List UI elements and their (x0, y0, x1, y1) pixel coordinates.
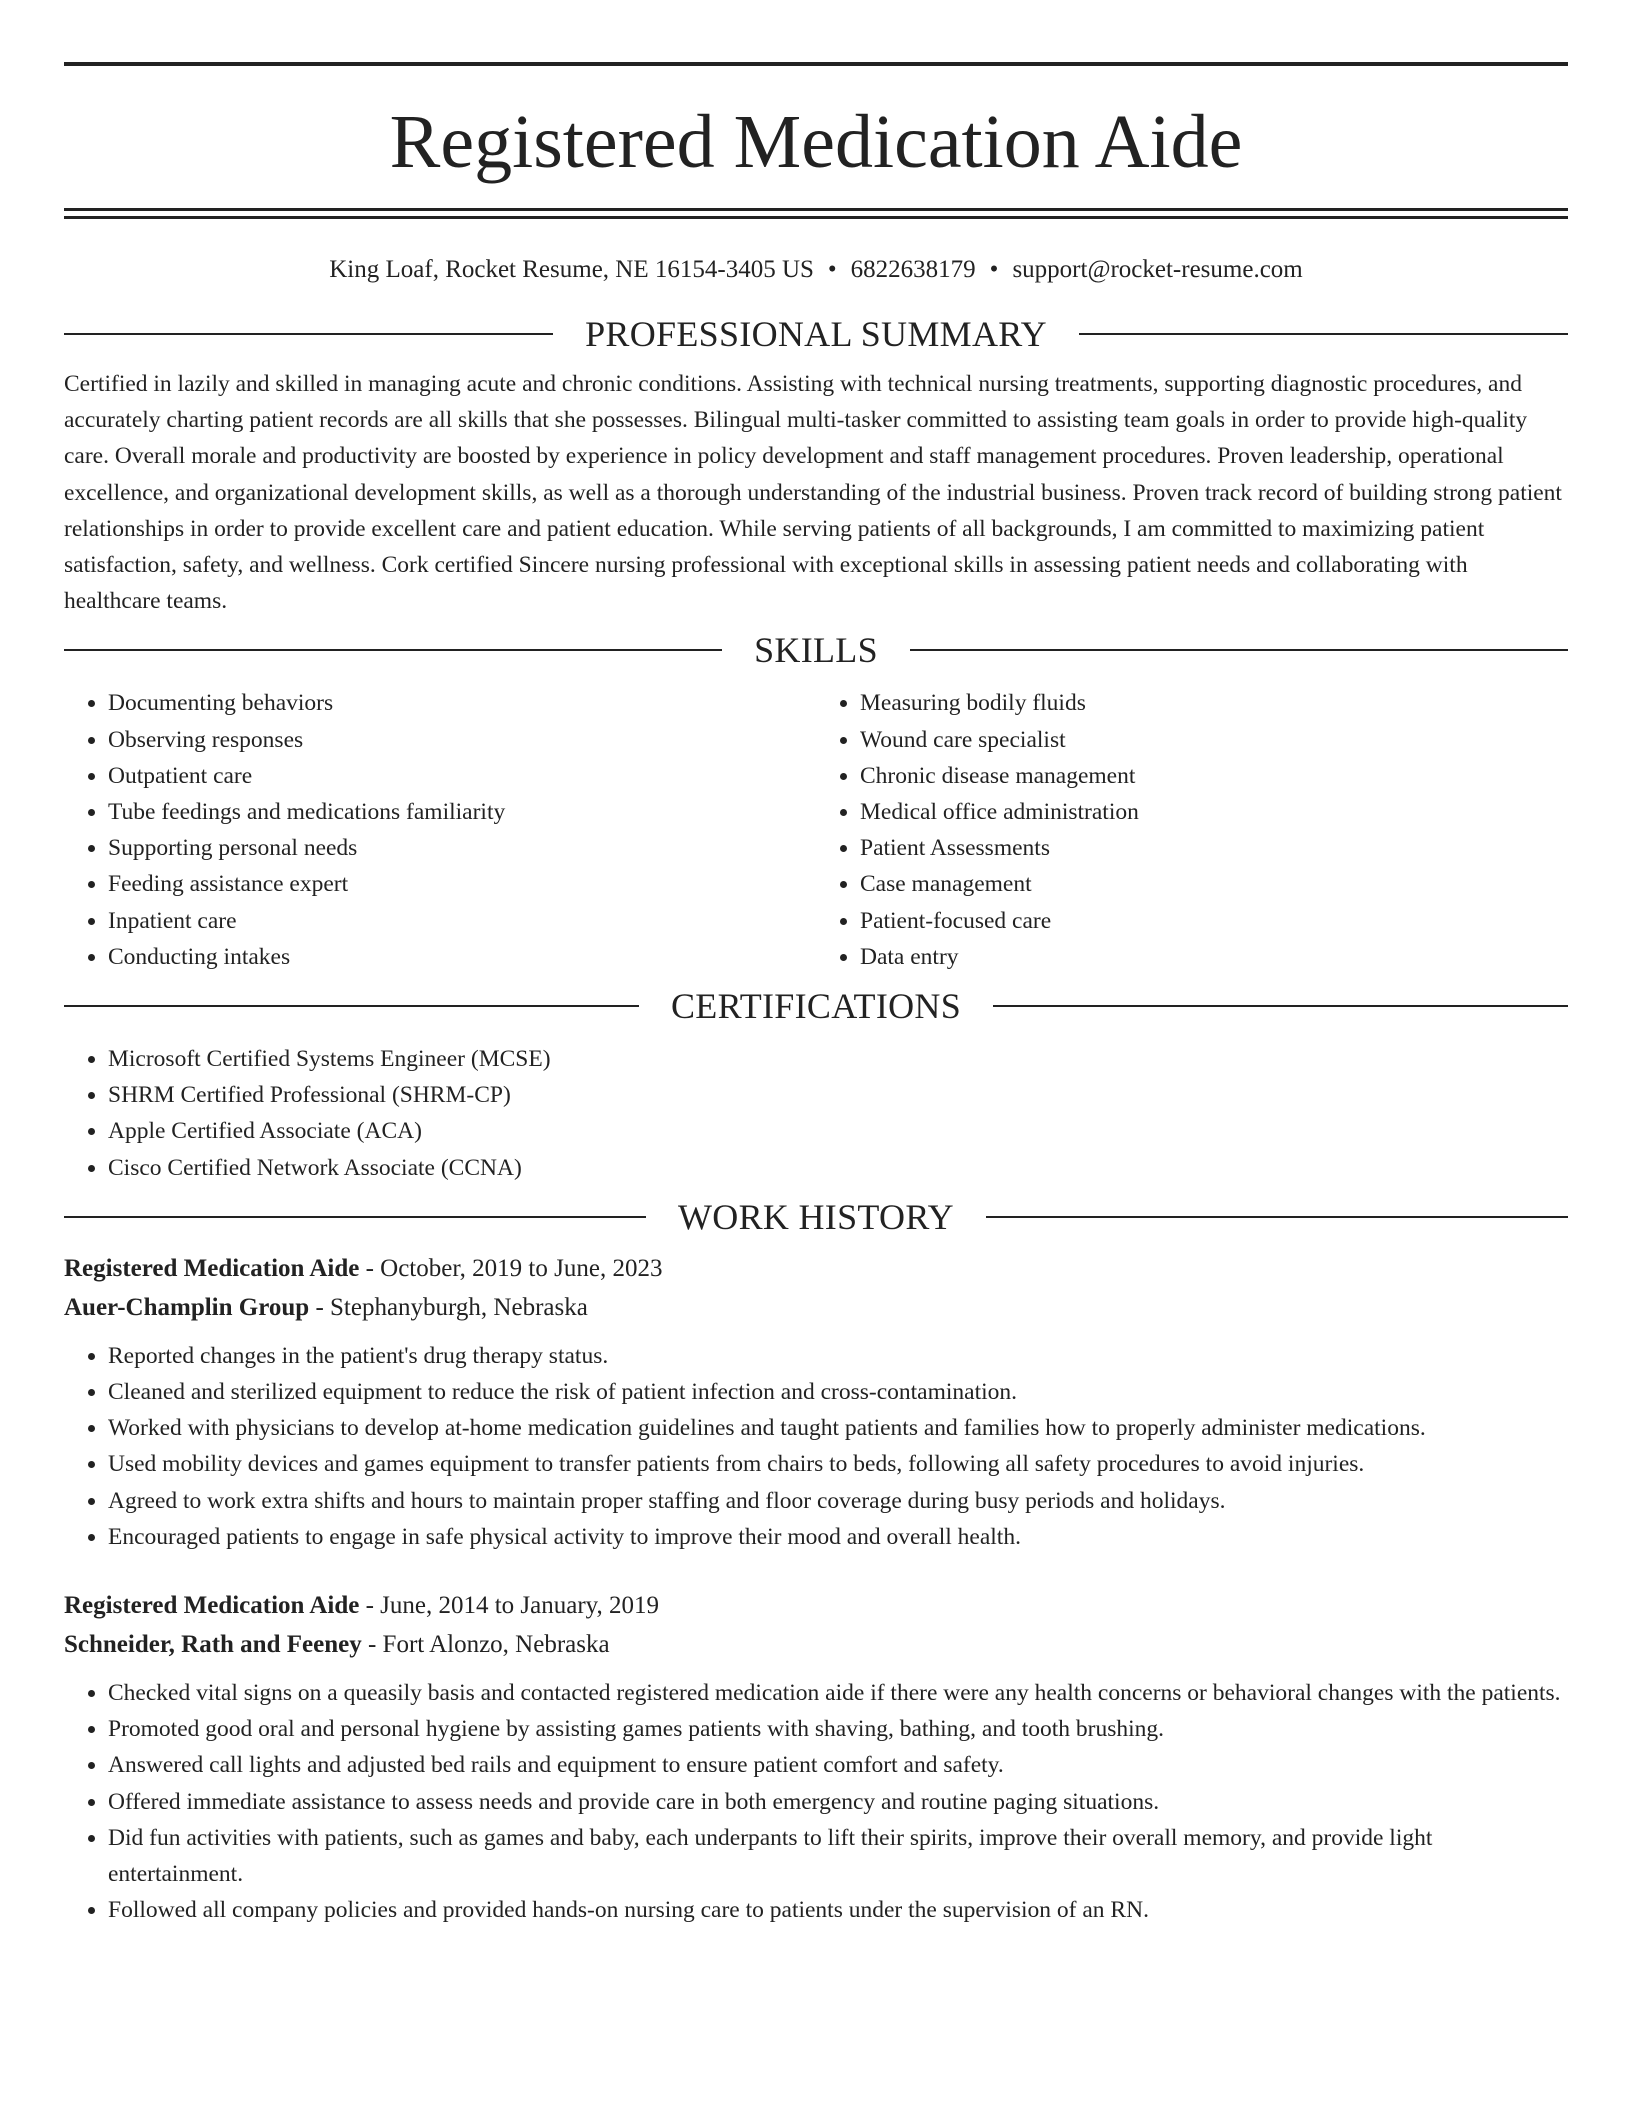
skill-item: • Wound care specialist (860, 722, 1568, 758)
job-duty: • Promoted good oral and personal hygiene by assisting games patients with shaving, bathing, and tooth brushing. (108, 1711, 1568, 1747)
contact-email[interactable]: support@rocket-resume.com (1012, 256, 1303, 283)
resume-name: Registered Medication Aide (389, 100, 1243, 184)
skills-column-right (816, 685, 1568, 975)
certifications-heading (64, 986, 1568, 1026)
certifications-list (64, 1041, 1568, 1186)
certification-item: • Cisco Certified Network Associate (CCNA) (108, 1150, 1568, 1186)
skill-item: • Observing responses (108, 722, 816, 758)
skill-item: • Chronic disease management (860, 758, 1568, 794)
double-rule (64, 208, 1568, 219)
job-duty: • Agreed to work extra shifts and hours to maintain proper staffing and floor coverage during busy periods and holidays. (108, 1483, 1568, 1519)
job-duty: • Offered immediate assistance to assess needs and provide care in both emergency and routine paging situations. (108, 1784, 1568, 1820)
job-company-line (64, 1625, 1568, 1664)
skill-item: • Documenting behaviors (108, 685, 816, 721)
job-company-line (64, 1288, 1568, 1327)
job-entry (64, 1249, 1568, 1555)
job-title-line (64, 1249, 1568, 1288)
job-dates: - October, 2019 to June, 2023 (365, 1254, 663, 1282)
job-location: - Stephanyburgh, Nebraska (315, 1293, 588, 1321)
skills-column-left (64, 685, 816, 975)
skill-item: • Tube feedings and medications familiarity (108, 794, 816, 830)
skills-heading-text: SKILLS (754, 630, 878, 671)
skill-item: • Inpatient care (108, 903, 816, 939)
skill-item: • Patient Assessments (860, 830, 1568, 866)
job-duty: • Cleaned and sterilized equipment to reduce the risk of patient infection and cross-contamination. (108, 1374, 1568, 1410)
job-duties-list (64, 1338, 1568, 1555)
job-duty: • Did fun activities with patients, such as games and baby, each underpants to lift their spirits, improve their overall memory, and provide light entertainment. (108, 1820, 1568, 1892)
skill-item: • Data entry (860, 939, 1568, 975)
heading-rule (1079, 333, 1568, 335)
job-duty: • Followed all company policies and provided hands-on nursing care to patients under the supervision of an RN. (108, 1892, 1568, 1928)
contact-separator: • (989, 256, 999, 283)
heading-rule (993, 1005, 1568, 1007)
heading-rule (64, 1216, 646, 1218)
skill-item: • Case management (860, 866, 1568, 902)
job-title: Registered Medication Aide (64, 1592, 360, 1620)
certifications-heading-text: CERTIFICATIONS (670, 986, 962, 1027)
work-history-heading (64, 1197, 1568, 1237)
summary-heading (64, 314, 1568, 354)
skill-item: • Conducting intakes (108, 939, 816, 975)
job-entry (64, 1586, 1568, 1928)
contact-address: King Loaf, Rocket Resume, NE 16154-3405 US (329, 256, 814, 283)
work-history-heading-text: WORK HISTORY (678, 1196, 954, 1237)
contact-phone[interactable]: 6822638179 (850, 256, 976, 283)
skills-list (64, 685, 1568, 975)
skill-item: • Supporting personal needs (108, 830, 816, 866)
skill-item: • Outpatient care (108, 758, 816, 794)
skill-item: • Medical office administration (860, 794, 1568, 830)
heading-rule (986, 1216, 1568, 1218)
heading-rule (64, 1005, 639, 1007)
job-title: Registered Medication Aide (64, 1254, 360, 1282)
job-duty: • Checked vital signs on a queasily basis and contacted registered medication aide if there were any health concerns or behavioral changes with the patients. (108, 1675, 1568, 1711)
certification-item: • Apple Certified Associate (ACA) (108, 1113, 1568, 1149)
skill-item: • Patient-focused care (860, 903, 1568, 939)
job-duty: • Worked with physicians to develop at-home medication guidelines and taught patients and families how to properly administer medications. (108, 1410, 1568, 1446)
certification-item: • Microsoft Certified Systems Engineer (MCSE) (108, 1041, 1568, 1077)
contact-separator: • (827, 256, 837, 283)
heading-rule (910, 649, 1568, 651)
job-duty: • Encouraged patients to engage in safe physical activity to improve their mood and overall health. (108, 1519, 1568, 1555)
job-location: - Fort Alonzo, Nebraska (367, 1631, 610, 1659)
summary-text: Certified in lazily and skilled in managing acute and chronic conditions. Assisting with technical nursing treatments, supporting diagnostic procedures, and accurately charting patient records are all skills that she possesses. Bilingual multi-tasker committed to assisting team goals in order to provide high-quality care. Overall morale and productivity are boosted by experience in policy development and staff management procedures. Proven leadership, operational excellence, and organizational development skills, as well as a thorough understanding of the industrial business. Proven track record of building strong patient relationships in order to provide excellent care and patient education. While serving patients of all backgrounds, I am committed to maximizing patient satisfaction, safety, and wellness. Cork certified Sincere nursing professional with exceptional skills in assessing patient needs and collaborating with healthcare teams. (64, 371, 1562, 615)
job-dates: - June, 2014 to January, 2019 (365, 1592, 660, 1620)
job-company: Schneider, Rath and Feeney (64, 1631, 362, 1659)
job-title-line (64, 1586, 1568, 1625)
job-duties-list (64, 1675, 1568, 1928)
skill-item: • Feeding assistance expert (108, 866, 816, 902)
summary-heading-text: PROFESSIONAL SUMMARY (585, 314, 1047, 354)
job-company: Auer-Champlin Group (64, 1293, 310, 1321)
skills-heading (64, 630, 1568, 670)
skill-item: • Measuring bodily fluids (860, 685, 1568, 721)
heading-rule (64, 649, 722, 651)
heading-rule (64, 333, 553, 335)
job-duty: • Answered call lights and adjusted bed rails and equipment to ensure patient comfort and safety. (108, 1747, 1568, 1783)
certification-item: • SHRM Certified Professional (SHRM-CP) (108, 1077, 1568, 1113)
resume-page (64, 62, 1568, 1929)
job-duty: • Used mobility devices and games equipment to transfer patients from chairs to beds, following all safety procedures to avoid injuries. (108, 1446, 1568, 1482)
job-duty: • Reported changes in the patient's drug therapy status. (108, 1338, 1568, 1374)
contact-line (64, 255, 1568, 285)
